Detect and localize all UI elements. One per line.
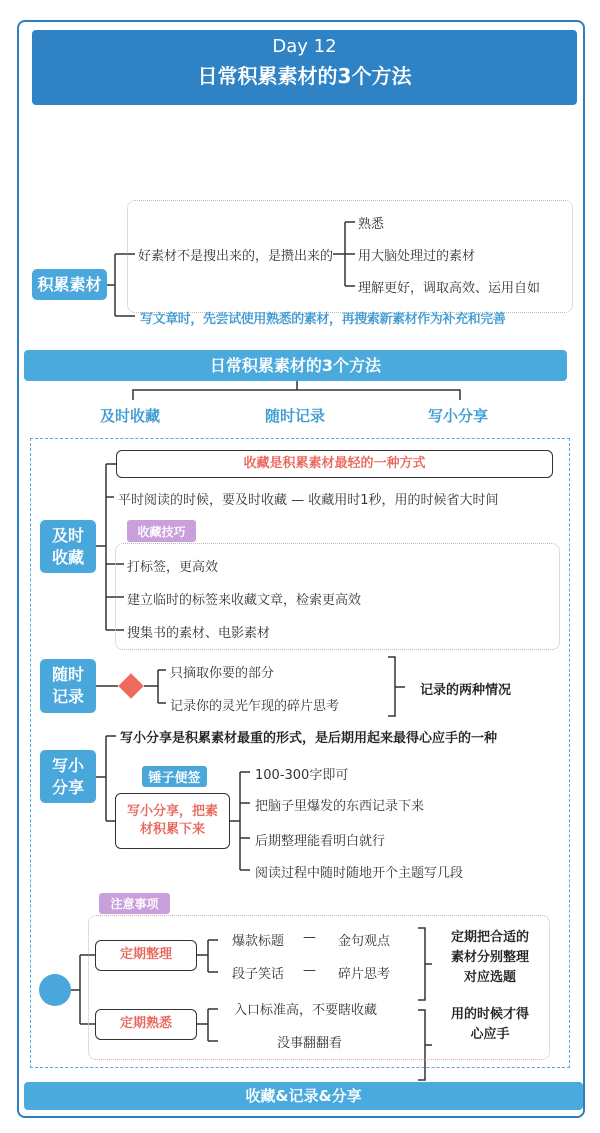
familiar-item-2: 没事翻翻看 xyxy=(277,1036,343,1051)
header-day: Day 12 xyxy=(272,36,337,57)
record-node-line2: 记录 xyxy=(51,687,84,706)
organize-summary-2: 素材分别整理 xyxy=(450,950,529,965)
familiar-node: 定期熟悉 xyxy=(95,1009,197,1040)
organize-row1-left: 爆款标题 xyxy=(232,934,285,949)
footer-banner: 收藏&记录&分享 xyxy=(24,1082,583,1110)
collect-line: 平时阅读的时候，要及时收藏 — 收藏用时1秒，用的时候省大时间 xyxy=(118,493,499,508)
collect-highlight: 收藏是积累素材最轻的一种方式 xyxy=(116,450,553,478)
share-item-1: 100-300字即可 xyxy=(255,768,349,783)
accumulate-sub-2: 用大脑处理过的素材 xyxy=(358,249,476,264)
method-collect-label: 及时收藏 xyxy=(100,407,161,425)
familiar-summary-1: 用的时候才得 xyxy=(450,1007,529,1022)
collect-tip-2: 建立临时的标签来收藏文章，检索更高效 xyxy=(127,593,362,608)
organize-row1-dash: — xyxy=(303,930,316,945)
share-headline: 写小分享是积累素材最重的形式，是后期用起来最得心应手的一种 xyxy=(120,731,498,746)
share-box xyxy=(115,793,230,849)
header-title: 日常积累素材的3个方法 xyxy=(197,64,412,88)
accumulate-sub-3: 理解更好，调取高效、运用自如 xyxy=(358,281,541,296)
organize-row2-right: 碎片思考 xyxy=(338,967,391,982)
organize-summary xyxy=(440,928,540,988)
notes-circle-icon xyxy=(39,974,71,1006)
record-item-1: 只摘取你要的部分 xyxy=(170,666,275,681)
organize-row2-left: 段子笑话 xyxy=(232,967,285,982)
share-node xyxy=(40,750,96,803)
method-share-label: 写小分享 xyxy=(428,407,489,425)
organize-node: 定期整理 xyxy=(95,940,197,971)
share-item-4: 阅读过程中随时随地开个主题写几段 xyxy=(255,866,464,881)
notes-tag: 注意事项 xyxy=(99,893,170,914)
collect-tips-tag: 收藏技巧 xyxy=(127,520,196,542)
record-summary: 记录的两种情况 xyxy=(420,683,512,698)
accumulate-main: 好素材不是搜出来的，是攒出来的 xyxy=(138,249,334,264)
organize-row1-right: 金句观点 xyxy=(338,934,391,949)
familiar-summary-2: 心应手 xyxy=(470,1027,510,1042)
methods-banner: 日常积累素材的3个方法 xyxy=(24,350,567,381)
method-record-label: 随时记录 xyxy=(265,407,326,425)
collect-node-line2: 收藏 xyxy=(51,547,84,567)
collect-tip-3: 搜集书的素材、电影素材 xyxy=(127,626,271,641)
accumulate-node: 积累素材 xyxy=(32,269,107,300)
accumulate-sub-1: 熟悉 xyxy=(358,217,385,232)
familiar-item-1: 入口标准高，不要瞎收藏 xyxy=(234,1003,378,1018)
share-item-2: 把脑子里爆发的东西记录下来 xyxy=(255,799,425,814)
share-node-line1: 写小 xyxy=(51,755,84,775)
collect-node-line1: 及时 xyxy=(51,525,84,545)
record-node-line1: 随时 xyxy=(51,665,84,685)
share-box-line1: 写小分享，把素 xyxy=(126,803,218,819)
share-tag: 锤子便签 xyxy=(142,766,207,787)
record-node xyxy=(40,659,96,713)
collect-tip-1: 打标签，更高效 xyxy=(127,560,219,575)
share-box-line2: 材积累下来 xyxy=(139,822,205,837)
accumulate-tip: 写文章时，先尝试使用熟悉的素材，再搜索新素材作为补充和完善 xyxy=(140,312,506,327)
organize-summary-3: 对应选题 xyxy=(463,970,516,985)
share-node-line2: 分享 xyxy=(51,777,84,797)
share-item-3: 后期整理能看明白就行 xyxy=(255,834,386,849)
collect-node xyxy=(40,520,96,573)
familiar-summary xyxy=(440,1005,540,1045)
organize-row2-dash: — xyxy=(303,963,316,978)
organize-summary-1: 定期把合适的 xyxy=(450,930,529,945)
record-item-2: 记录你的灵光乍现的碎片思考 xyxy=(170,699,340,714)
